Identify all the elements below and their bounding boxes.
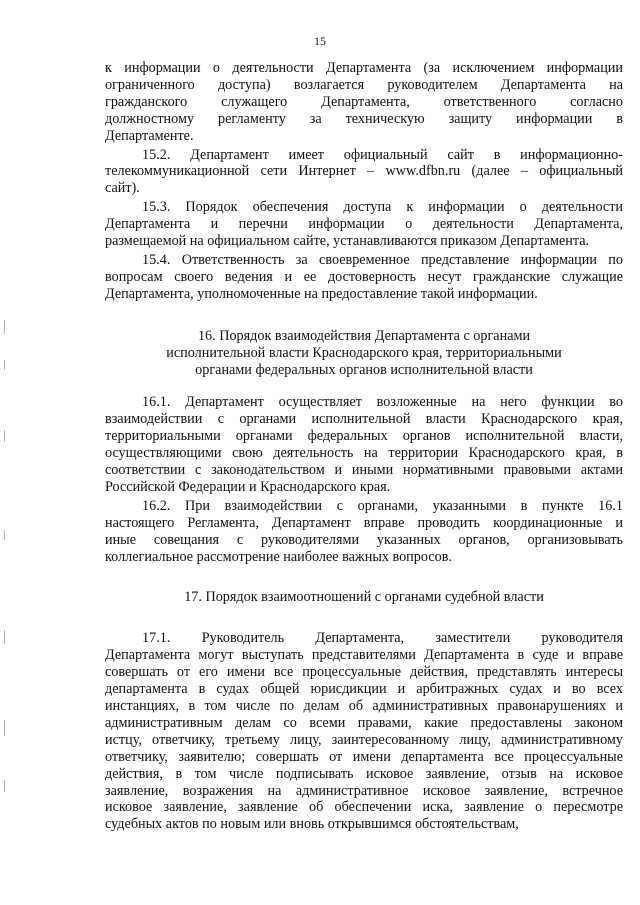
paragraph	[105, 147, 623, 198]
scan-margin-marks	[4, 300, 10, 820]
heading-line: органами федеральных органов исполнительной власти	[195, 361, 533, 378]
paragraph	[105, 252, 623, 303]
paragraph-line: соответствии с законодательством и иными нормативными правовыми актами	[105, 462, 623, 479]
paragraph-line: Российской Федерации и Краснодарского края.	[105, 478, 391, 495]
paragraph-line: административным делам со всеми правами, какие предоставлены законом	[105, 714, 623, 731]
paragraph-line: телекоммуникационной сети Интернет – www.dfbn.ru (далее – официальный	[105, 163, 623, 180]
paragraph	[105, 394, 623, 495]
paragraph-line: 15.2. Департамент имеет официальный сайт в информационно-	[142, 146, 623, 163]
heading-line: исполнительной власти Краснодарского края, территориальными	[166, 344, 562, 361]
paragraph-line: размещаемой на официальном сайте, устанавливаются приказом Департамента.	[105, 233, 590, 250]
paragraph-line: 15.3. Порядок обеспечения доступа к информации о деятельности	[142, 199, 623, 216]
paragraph-line: сайт).	[105, 180, 140, 197]
paragraph-line: настоящего Регламента, Департамент вправе проводить координационные и	[105, 514, 623, 531]
paragraph-line: иные совещания с руководителями указанных органов, организовывать	[105, 531, 623, 548]
paragraph-line: вопросам своего ведения и ее достоверность несут гражданские служащие	[105, 268, 623, 285]
paragraph-line: 15.4. Ответственность за своевременное представление информации по	[142, 251, 623, 268]
paragraph-line: Департамента, уполномоченные на предоставление такой информации.	[105, 285, 538, 302]
section-heading	[105, 328, 623, 379]
paragraph-line: Департамента и перечни информации о деятельности Департамента,	[105, 216, 623, 233]
paragraph-line: судебных актов по новым или вновь открывшимся обстоятельствам,	[105, 816, 519, 833]
page-number: 15	[314, 34, 326, 48]
paragraph-line: взаимодействии с органами исполнительной власти Краснодарского края,	[105, 411, 623, 428]
paragraph-line: истцу, ответчику, третьему лицу, заинтересованному лицу, административному	[105, 731, 623, 748]
paragraph	[105, 498, 623, 566]
paragraph-line: к информации о деятельности Департамента (за исключением информации	[105, 60, 623, 76]
paragraph-line: 17.1. Руководитель Департамента, заместители руководителя	[142, 630, 623, 647]
paragraph-line: коллегиальное рассмотрение наиболее важных вопросов.	[105, 548, 452, 565]
paragraph-line: совершать от его имени все процессуальные действия, представлять интересы	[105, 664, 623, 681]
paragraph-line: ответчику, заявителю; совершать от имени департамента все процессуальные	[105, 748, 623, 765]
paragraph-line: 16.2. При взаимодействии с органами, указанными в пункте 16.1	[142, 497, 623, 514]
paragraph-line: инстанциях, в том числе по делам об административных правонарушениях и	[105, 698, 623, 714]
heading-line: 16. Порядок взаимодействия Департамента с органами	[197, 327, 531, 344]
paragraph-line: исковое заявление, заявление об обеспечении иска, заявление о пересмотре	[105, 799, 623, 816]
paragraph-line: гражданского служащего Департамента, ответственного согласно	[105, 93, 623, 110]
paragraph	[105, 60, 623, 145]
section-heading	[105, 589, 623, 606]
paragraph	[105, 630, 623, 833]
document-body	[105, 60, 623, 835]
heading-line: 17. Порядок взаимоотношений с органами судебной власти	[184, 589, 544, 606]
paragraph-line: заявление, возражения на административное исковое заявление, встречное	[105, 782, 623, 799]
paragraph	[105, 199, 623, 250]
paragraph-line: ограниченного доступа) возлагается руководителем Департамента на	[105, 76, 623, 93]
paragraph-line: 16.1. Департамент осуществляет возложенные на него функции во	[142, 394, 623, 411]
paragraph-line: Департамента могут выступать представителями Департамента в суде и вправе	[105, 647, 623, 664]
paragraph-line: должностному регламенту за техническую защиту информации в	[105, 110, 623, 127]
paragraph-line: осуществляющими свою деятельность на территории Краснодарского края, в	[105, 445, 623, 462]
paragraph-line: действия, в том числе подписывать исковое заявление, отзыв на исковое	[105, 765, 623, 782]
paragraph-line: территориальными органами федеральных органов исполнительной власти,	[105, 428, 623, 445]
paragraph-line: Департаменте.	[105, 127, 194, 144]
paragraph-line: департамента в судах общей юрисдикции и арбитражных судах и во всех	[105, 681, 623, 698]
